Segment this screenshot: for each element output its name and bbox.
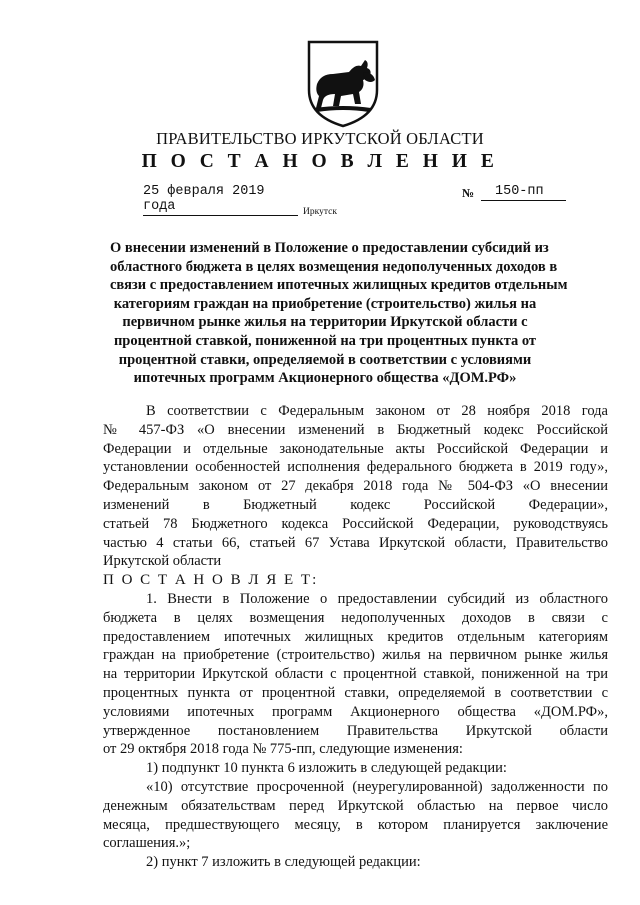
quote-line: денежным обязательствам перед Иркутской областью на первое число: [103, 797, 608, 814]
title-line: категориям граждан на приобретение (строительство) жилья на: [113, 295, 537, 312]
preamble-line: Иркутской области: [103, 553, 222, 570]
item-line: утвержденное постановлением Правительства Иркутской области: [103, 722, 608, 739]
subitem-2: 2) пункт 7 изложить в следующей редакции:: [146, 854, 421, 871]
title-line: процентной ставки, определяемой в соответствии с условиями: [118, 351, 532, 368]
preamble-line: Федеральным законом от 27 декабря 2018 года № 504-ФЗ «О внесении: [103, 478, 608, 495]
title-line: первичном рынке жилья на территории Иркутской области с: [122, 314, 528, 331]
title-line: О внесении изменений в Положение о предоставлении субсидий из: [110, 240, 549, 256]
item-line: от 29 октября 2018 года № 775-пп, следующие изменения:: [103, 741, 463, 758]
title-line: ипотечных программ Акционерного общества «ДОМ.РФ»: [133, 370, 517, 387]
title-line: связи с предоставлением ипотечных жилищных кредитов отдельным: [110, 277, 568, 294]
decree-word: П О С Т А Н О В Л Я Е Т:: [103, 572, 319, 589]
item-line: 1. Внести в Положение о предоставлении субсидий из областного: [146, 590, 608, 607]
irkutsk-coat-of-arms-icon: [303, 38, 383, 128]
document-number: 150-пп: [481, 184, 566, 201]
city: Иркутск: [303, 207, 337, 217]
preamble-line: Федерации и отдельные законодательные акты Российской Федерации и: [103, 440, 608, 457]
preamble-line: № 457-ФЗ «О внесении изменений в Бюджетный кодекс Российской: [103, 421, 608, 438]
quote-line: месяца, предшествующего месяцу, в котором планируется заключение: [103, 816, 608, 833]
document-type: П О С Т А Н О В Л Е Н И Е: [141, 151, 499, 172]
preamble-line: изменений в Бюджетный кодекс Российской Федерации»,: [103, 496, 608, 513]
subitem-1: 1) подпункт 10 пункта 6 изложить в следующей редакции:: [146, 760, 507, 777]
document-body: [103, 402, 608, 872]
document-date: 25 февраля 2019 года: [143, 184, 298, 216]
item-line: бюджета в целях возмещения недополученных доходов в связи с: [103, 609, 608, 626]
number-sign: №: [462, 186, 475, 200]
preamble-line: В соответствии с Федеральным законом от 28 ноября 2018 года: [146, 403, 608, 419]
preamble-line: частью 4 статьи 66, статьей 67 Устава Иркутской области, Правительство: [103, 534, 608, 551]
government-name: ПРАВИТЕЛЬСТВО ИРКУТСКОЙ ОБЛАСТИ: [156, 129, 484, 148]
preamble-line: установлении особенностей исполнения федерального бюджета в 2019 году»,: [103, 459, 608, 476]
quote-line: «10) отсутствие просроченной (неурегулированной) задолженности по: [146, 778, 608, 795]
quote-line: соглашения.»;: [103, 835, 191, 852]
title-line: процентной ставкой, пониженной на три процентных пункта от: [113, 332, 537, 349]
preamble-line: статьей 78 Бюджетного кодекса Российской Федерации, руководствуясь: [103, 515, 608, 532]
item-line: процентных пункта от процентной ставки, определяемой в соответствии с: [103, 684, 608, 701]
title-line: областного бюджета в целях возмещения недополученных доходов в: [110, 258, 558, 275]
item-line: условиями ипотечных программ Акционерного общества «ДОМ.РФ»,: [103, 703, 608, 720]
item-line: предоставлением ипотечных жилищных кредитов отдельным категориям: [103, 628, 608, 645]
item-line: граждан на приобретение (строительство) жилья на первичном рынке жилья: [103, 647, 608, 664]
document-title: [110, 239, 568, 388]
item-line: на территории Иркутской области с процентной ставкой, пониженной на три: [103, 666, 608, 683]
